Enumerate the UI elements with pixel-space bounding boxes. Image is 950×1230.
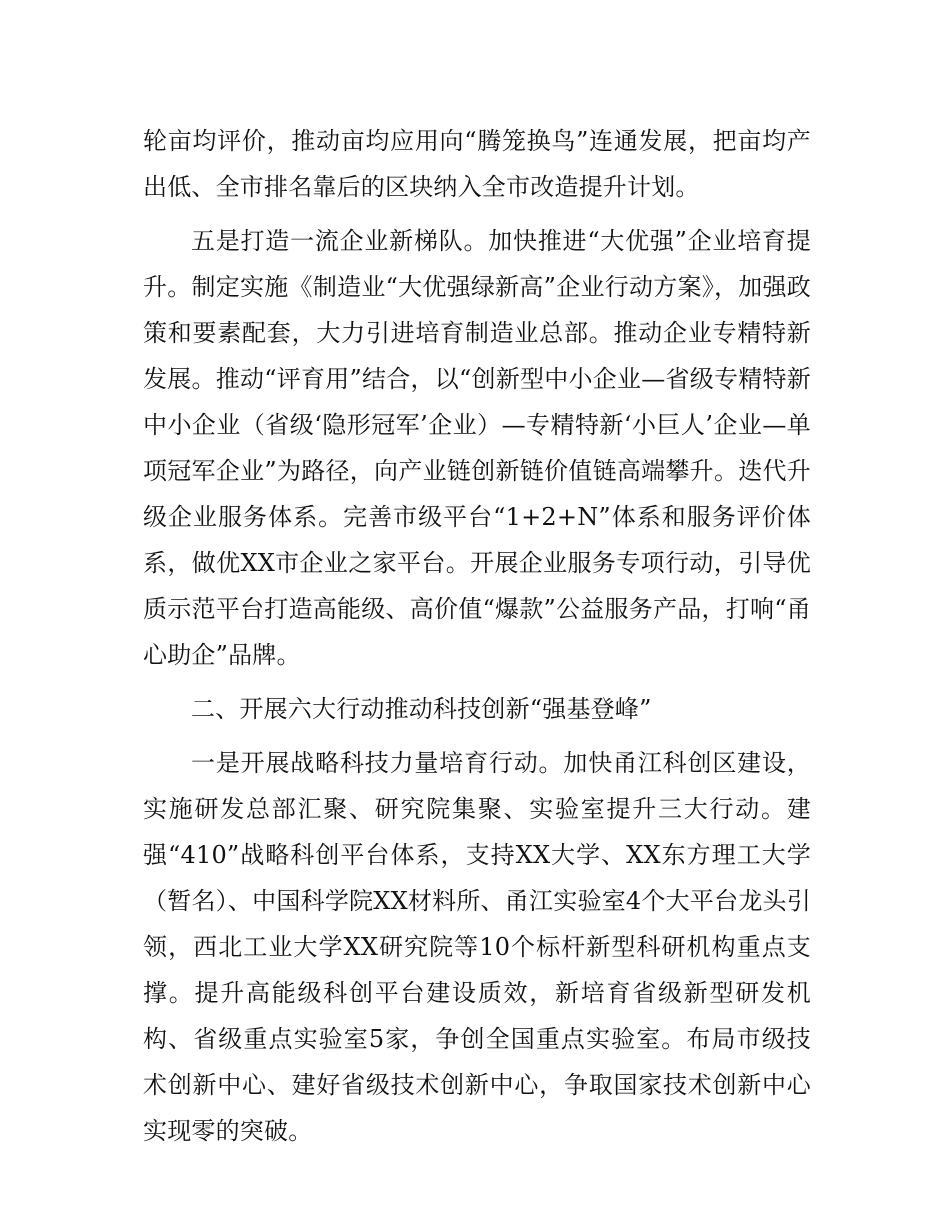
paragraph-gap <box>143 678 811 686</box>
document-page <box>143 118 811 1154</box>
section-heading: 二、开展六大行动推动科技创新“强基登峰” <box>191 695 652 723</box>
paragraph-strategic-tech: 一是开展战略科技力量培育行动。加快甬江科创区建设，实施研发总部汇聚、研究院集聚、实验室提升三大行动。建强“410”战略科创平台体系，支持XX大学、XX东方理工大学（暂名）、中国科学院XX材料所、甬江实验室4个大平台龙头引领，西北工业大学XX研究院等10个标杆新型科研机构重点支撑。提升高能级科创平台建设质效，新培育省级新型研发机构、省级重点实验室5家，争创全国重点实验室。布局市级技术创新中心、建好省级技术创新中心，争取国家技术创新中心实现零的突破。 <box>143 749 811 1145</box>
paragraph-continuation: 轮亩均评价，推动亩均应用向“腾笼换鸟”连通发展，把亩均产出低、全市排名靠后的区块纳入全市改造提升计划。 <box>143 127 811 201</box>
paragraph-enterprise-echelon: 五是打造一流企业新梯队。加快推进“大优强”企业培育提升。制定实施《制造业“大优强绿新高”企业行动方案》，加强政策和要素配套，大力引进培育制造业总部。推动企业专精特新发展。推动“评育用”结合，以“创新型中小企业—省级专精特新中小企业（省级‘隐形冠军’企业）—专精特新‘小巨人’企业—单项冠军企业”为路径，向产业链创新链价值链高端攀升。迭代升级企业服务体系。完善市级平台“1+2+N”体系和服务评价体系，做优XX市企业之家平台。开展企业服务专项行动，引导优质示范平台打造高能级、高价值“爆款”公益服务产品，打响“甬心助企”品牌。 <box>143 227 811 669</box>
paragraph-gap <box>143 732 811 740</box>
paragraph-gap <box>143 210 811 218</box>
